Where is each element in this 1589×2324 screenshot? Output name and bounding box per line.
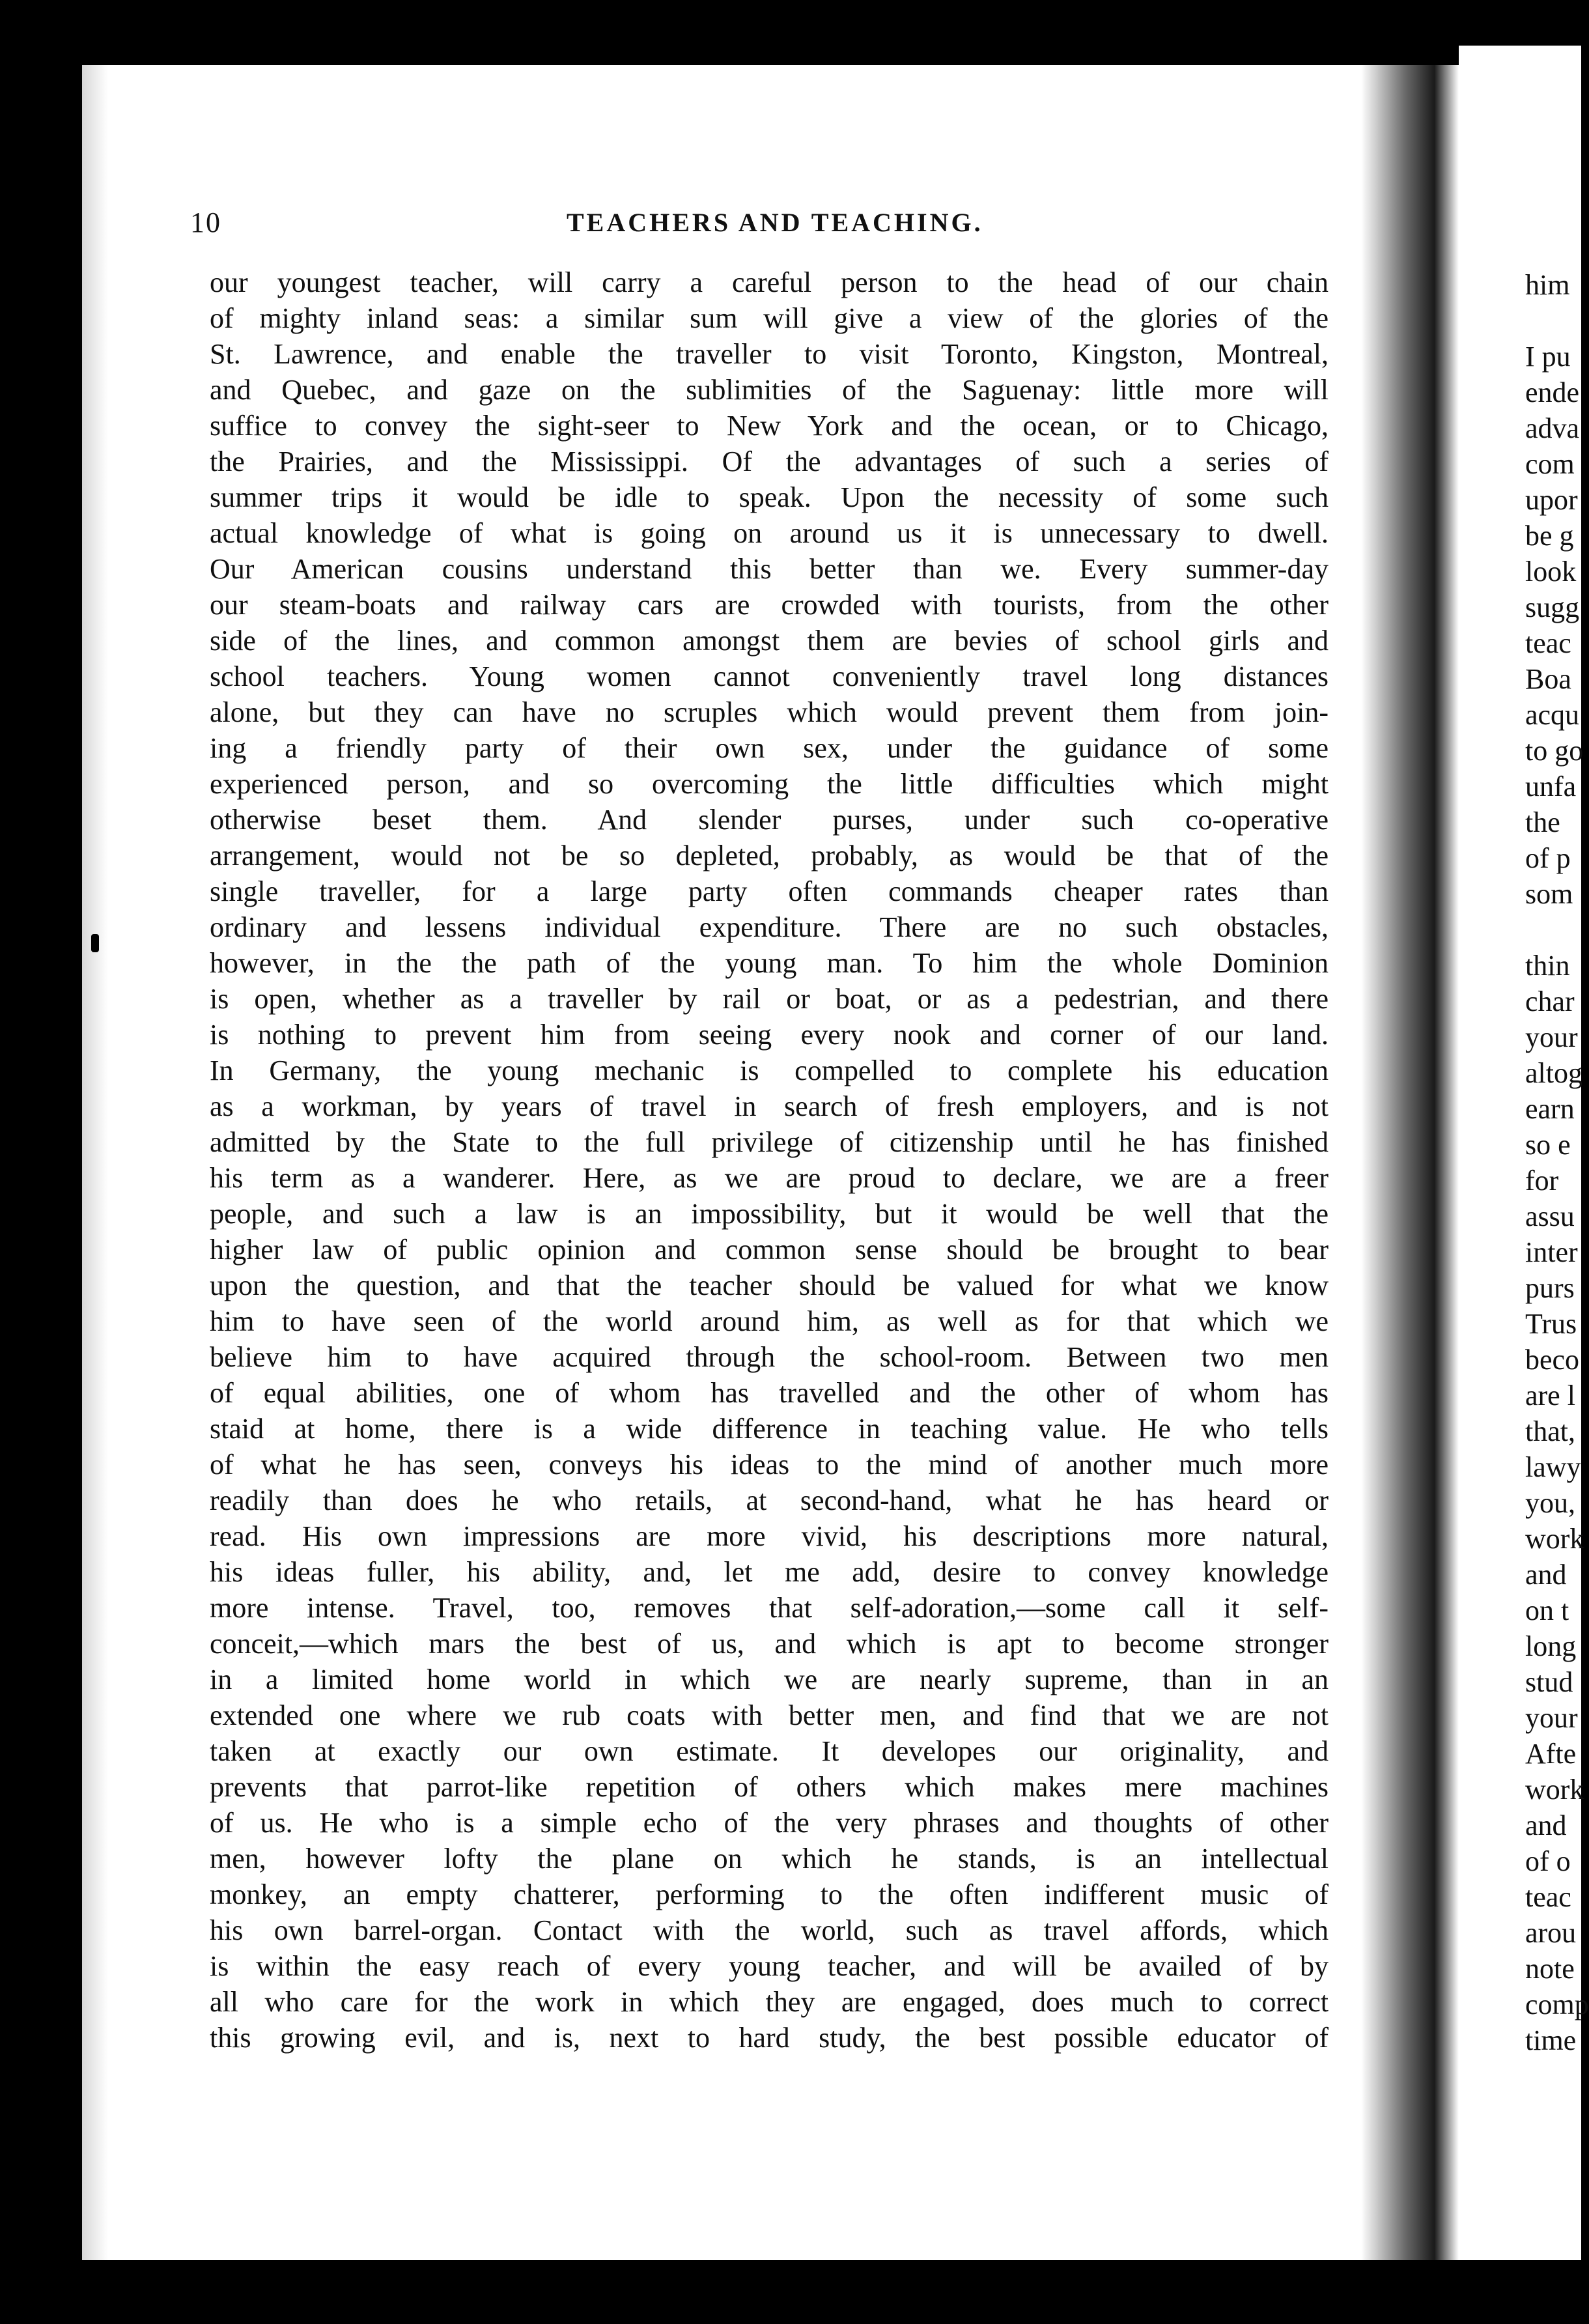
right-page-line: and — [1525, 1809, 1567, 1841]
text-line: believe him to have acquired through the school-room. Between two men — [210, 1341, 1329, 1373]
right-page-line: sugg — [1525, 591, 1580, 623]
text-line: and Quebec, and gaze on the sublimities of the Saguenay: little more will — [210, 374, 1329, 406]
text-line: his ideas fuller, his ability, and, let me add, desire to convey knowledge — [210, 1556, 1329, 1588]
text-line: is open, whether as a traveller by rail or boat, or as a pedestrian, and there — [210, 983, 1329, 1015]
text-line: summer trips it would be idle to speak. Upon the necessity of some such — [210, 481, 1329, 513]
right-page-line: char — [1525, 985, 1575, 1017]
text-line: experienced person, and so overcoming the little difficulties which might — [210, 768, 1329, 800]
right-page-line: him — [1525, 269, 1570, 301]
right-page-line: comp — [1525, 1989, 1589, 2020]
text-line: side of the lines, and common amongst them are bevies of school girls and — [210, 625, 1329, 657]
text-line: school teachers. Young women cannot conveniently travel long distances — [210, 660, 1329, 692]
text-line: his own barrel-organ. Contact with the world, such as travel affords, which — [210, 1914, 1329, 1946]
page-edge-shading — [82, 65, 108, 2260]
right-page-line: the — [1525, 806, 1560, 838]
right-page-line: arou — [1525, 1917, 1577, 1949]
right-page-line: com — [1525, 448, 1575, 480]
right-page-line: note — [1525, 1953, 1575, 1985]
text-line: St. Lawrence, and enable the traveller to visit Toronto, Kingston, Montreal, — [210, 338, 1329, 370]
right-page-line: Trus — [1525, 1308, 1577, 1340]
right-page-line: stud — [1525, 1666, 1573, 1698]
page-number: 10 — [190, 206, 221, 238]
paragraph-gap — [1525, 912, 1589, 948]
right-page-text — [1525, 267, 1589, 2058]
text-line: as a workman, by years of travel in search of fresh employers, and is not — [210, 1090, 1329, 1122]
text-line: staid at home, there is a wide difference in teaching value. He who tells — [210, 1413, 1329, 1445]
right-page-line: unfa — [1525, 771, 1577, 802]
text-line: otherwise beset them. And slender purses, under such co-operative — [210, 804, 1329, 836]
right-page-line: are l — [1525, 1380, 1575, 1411]
text-line: our youngest teacher, will carry a careful person to the head of our chain — [210, 266, 1329, 298]
right-page-line: lawy — [1525, 1451, 1581, 1483]
text-line: this growing evil, and is, next to hard study, the best possible educator of — [210, 2022, 1329, 2054]
right-page-line: assu — [1525, 1200, 1575, 1232]
right-page-line: teac — [1525, 1881, 1571, 1913]
text-line: our steam-boats and railway cars are crowded with tourists, from the other — [210, 589, 1329, 621]
right-page-line: of p — [1525, 842, 1571, 874]
scan-speck — [91, 934, 99, 952]
right-page-line: acqu — [1525, 699, 1580, 731]
right-page-line: adva — [1525, 412, 1580, 444]
text-line: readily than does he who retails, at second-hand, what he has heard or — [210, 1484, 1329, 1516]
text-line: higher law of public opinion and common sense should be brought to bear — [210, 1234, 1329, 1266]
right-page-line: time — [1525, 2024, 1577, 2056]
right-page-line: ende — [1525, 376, 1580, 408]
text-line: single traveller, for a large party often commands cheaper rates than — [210, 875, 1329, 907]
text-line: In Germany, the young mechanic is compelled to complete his education — [210, 1055, 1329, 1086]
text-line: actual knowledge of what is going on around us it is unnecessary to dwell. — [210, 517, 1329, 549]
right-page-line: on t — [1525, 1594, 1569, 1626]
text-line: read. His own impressions are more vivid, his descriptions more natural, — [210, 1520, 1329, 1552]
text-line: him to have seen of the world around him, as well as for that which we — [210, 1305, 1329, 1337]
right-page-line: beco — [1525, 1344, 1580, 1376]
paragraph-gap — [1525, 303, 1589, 339]
right-page-line: thin — [1525, 950, 1570, 982]
text-line: is nothing to prevent him from seeing every nook and corner of our land. — [210, 1019, 1329, 1051]
right-page-line: you, — [1525, 1487, 1575, 1519]
text-line: in a limited home world in which we are nearly supreme, than in an — [210, 1664, 1329, 1695]
scan-speck — [13, 743, 20, 762]
right-page-line: of o — [1525, 1845, 1571, 1877]
text-line: the Prairies, and the Mississippi. Of the advantages of such a series of — [210, 446, 1329, 477]
body-text — [210, 264, 1329, 2056]
right-page-line: earn — [1525, 1093, 1575, 1125]
text-line: of equal abilities, one of whom has travelled and the other of whom has — [210, 1377, 1329, 1409]
text-line: ing a friendly party of their own sex, under the guidance of some — [210, 732, 1329, 764]
right-page-line: your — [1525, 1702, 1578, 1734]
text-line: people, and such a law is an impossibility, but it would be well that the — [210, 1198, 1329, 1230]
right-page-line: altog — [1525, 1057, 1582, 1089]
text-line: of mighty inland seas: a similar sum will give a view of the glories of the — [210, 302, 1329, 334]
right-page-line: work — [1525, 1774, 1584, 1806]
right-page-line: your — [1525, 1021, 1578, 1053]
right-page-line: som — [1525, 878, 1573, 910]
right-page-line: Boa — [1525, 663, 1571, 695]
right-page-line: to go — [1525, 735, 1584, 767]
right-page-line: inter — [1525, 1236, 1578, 1268]
text-line: however, in the the path of the young man. To him the whole Dominion — [210, 947, 1329, 979]
right-page-line: long — [1525, 1630, 1577, 1662]
right-page-line: that, — [1525, 1415, 1575, 1447]
text-line: upon the question, and that the teacher should be valued for what we know — [210, 1269, 1329, 1301]
right-page-line: purs — [1525, 1272, 1575, 1304]
right-page-line: for — [1525, 1165, 1559, 1197]
right-page-line: Afte — [1525, 1738, 1577, 1770]
text-line: extended one where we rub coats with better men, and find that we are not — [210, 1699, 1329, 1731]
text-line: taken at exactly our own estimate. It developes our originality, and — [210, 1735, 1329, 1767]
right-page-line: be g — [1525, 520, 1574, 552]
text-line: is within the easy reach of every young teacher, and will be availed of by — [210, 1950, 1329, 1982]
text-line: suffice to convey the sight-seer to New York and the ocean, or to Chicago, — [210, 410, 1329, 442]
text-line: monkey, an empty chatterer, performing to the often indifferent music of — [210, 1878, 1329, 1910]
text-line: Our American cousins understand this better than we. Every summer-day — [210, 553, 1329, 585]
text-line: prevents that parrot-like repetition of others which makes mere machines — [210, 1771, 1329, 1803]
text-line: of us. He who is a simple echo of the very phrases and thoughts of other — [210, 1807, 1329, 1839]
text-line: men, however lofty the plane on which he stands, is an intellectual — [210, 1843, 1329, 1875]
text-line: arrangement, would not be so depleted, probably, as would be that of the — [210, 840, 1329, 872]
running-head: TEACHERS AND TEACHING. — [567, 208, 983, 237]
text-line: admitted by the State to the full privilege of citizenship until he has finished — [210, 1126, 1329, 1158]
text-line: of what he has seen, conveys his ideas to the mind of another much more — [210, 1449, 1329, 1481]
text-line: conceit,—which mars the best of us, and which is apt to become stronger — [210, 1628, 1329, 1660]
right-page-line: upor — [1525, 484, 1578, 516]
right-page-line: work — [1525, 1523, 1584, 1555]
right-page-line: so e — [1525, 1129, 1571, 1161]
text-line: his term as a wanderer. Here, as we are proud to declare, we are a freer — [210, 1162, 1329, 1194]
book-gutter — [1361, 65, 1459, 2260]
text-line: more intense. Travel, too, removes that self-adoration,—some call it self- — [210, 1592, 1329, 1624]
right-page-line: I pu — [1525, 341, 1571, 373]
right-page-line: teac — [1525, 627, 1571, 659]
text-line: all who care for the work in which they are engaged, does much to correct — [210, 1986, 1329, 2018]
text-line: alone, but they can have no scruples which would prevent them from join- — [210, 696, 1329, 728]
right-page-line: and — [1525, 1559, 1567, 1591]
right-page-line: look — [1525, 556, 1577, 588]
text-line: ordinary and lessens individual expenditure. There are no such obstacles, — [210, 911, 1329, 943]
